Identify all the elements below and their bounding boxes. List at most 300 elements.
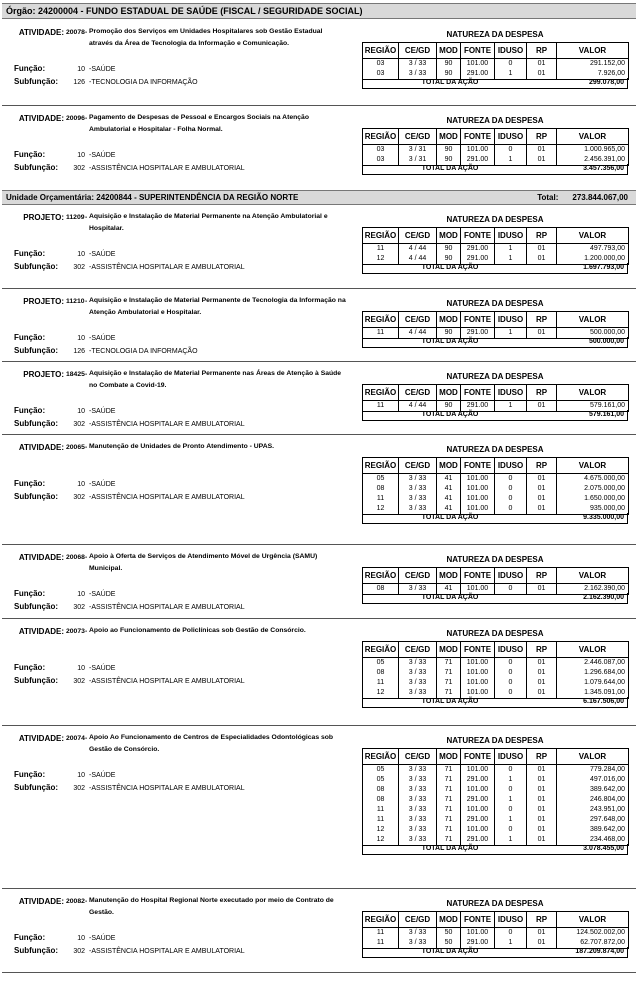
natureza-table <box>362 457 629 515</box>
funcao-code: 10 <box>77 408 85 415</box>
cell-iduso: 0 <box>495 494 527 504</box>
table-row <box>363 765 629 776</box>
table-row <box>363 59 629 70</box>
cell-iduso: 0 <box>495 668 527 678</box>
column-header-mod: MOD <box>437 568 461 584</box>
cell-rp: 01 <box>527 928 557 939</box>
cell-rp: 01 <box>527 584 557 595</box>
action-description: Apoio ao Funcionamento de Policlínicas sob Gestão de Consórcio. <box>89 627 306 634</box>
cell-regiao: 11 <box>363 928 399 939</box>
total-value: 2.162.390,00 <box>583 594 624 601</box>
subfuncao-code: 126 <box>73 79 85 86</box>
cell-fonte: 291.00 <box>461 244 495 255</box>
column-header-mod: MOD <box>437 228 461 244</box>
cell-ce-gd: 3 / 33 <box>399 765 437 776</box>
cell-rp: 01 <box>527 835 557 846</box>
column-header-iduso: IDUSO <box>495 312 527 328</box>
funcao-label: Função: <box>14 770 46 779</box>
cell-valor: 1.200.000,00 <box>557 254 629 265</box>
total-row <box>362 263 628 274</box>
cell-valor: 500.000,00 <box>557 328 629 339</box>
subfuncao-name: -ASSISTÊNCIA HOSPITALAR E AMBULATORIAL <box>89 948 245 955</box>
cell-mod: 71 <box>437 785 461 795</box>
cell-ce-gd: 3 / 33 <box>399 504 437 515</box>
action-description: Manutenção do Hospital Regional Norte executado por meio de Contrato de Gestão. <box>89 897 334 916</box>
action-code: 20082 <box>66 898 85 905</box>
action-code: 20096 <box>66 115 85 122</box>
cell-valor: 2.456.391,00 <box>557 155 629 166</box>
cell-regiao: 08 <box>363 484 399 494</box>
dash: - <box>85 628 88 635</box>
cell-iduso: 0 <box>495 678 527 688</box>
funcao-code: 10 <box>77 481 85 488</box>
cell-iduso: 0 <box>495 688 527 699</box>
table-row <box>363 775 629 785</box>
subfuncao-label: Subfunção: <box>14 346 58 355</box>
natureza-header: NATUREZA DA DESPESA <box>446 736 544 745</box>
total-label: TOTAL DA AÇÃO <box>421 79 479 86</box>
total-row <box>362 78 628 89</box>
cell-ce-gd: 3 / 31 <box>399 145 437 156</box>
dash: - <box>85 898 88 905</box>
column-header-fonte: FONTE <box>461 385 495 401</box>
action-kind: PROJETO: <box>23 370 64 379</box>
cell-ce-gd: 3 / 33 <box>399 775 437 785</box>
column-header-valor: VALOR <box>557 749 629 765</box>
cell-regiao: 11 <box>363 244 399 255</box>
cell-rp: 01 <box>527 328 557 339</box>
subfuncao-text: ASSISTÊNCIA HOSPITALAR E AMBULATORIAL <box>91 678 245 685</box>
subfuncao-code: 302 <box>73 264 85 271</box>
column-header-fonte: FONTE <box>461 749 495 765</box>
total-row <box>362 947 628 958</box>
natureza-table <box>362 748 629 846</box>
column-header-fonte: FONTE <box>461 912 495 928</box>
cell-valor: 62.707.872,00 <box>557 938 629 949</box>
natureza-table <box>362 567 629 595</box>
column-header-mod: MOD <box>437 912 461 928</box>
cell-rp: 01 <box>527 254 557 265</box>
column-header-iduso: IDUSO <box>495 129 527 145</box>
natureza-table <box>362 128 629 166</box>
cell-valor: 1.000.965,00 <box>557 145 629 156</box>
unidade-total-label: Total: <box>537 193 559 202</box>
funcao-text: SAÚDE <box>91 665 116 672</box>
table-header-row <box>363 458 629 474</box>
funcao-text: SAÚDE <box>91 935 116 942</box>
total-value: 6.167.506,00 <box>583 698 624 705</box>
cell-fonte: 101.00 <box>461 504 495 515</box>
subfuncao-name: -ASSISTÊNCIA HOSPITALAR E AMBULATORIAL <box>89 264 245 271</box>
column-header-valor: VALOR <box>557 568 629 584</box>
column-header-iduso: IDUSO <box>495 749 527 765</box>
cell-rp: 01 <box>527 765 557 776</box>
column-header-iduso: IDUSO <box>495 458 527 474</box>
column-header-rp: RP <box>527 749 557 765</box>
table-header-row <box>363 385 629 401</box>
funcao-code: 10 <box>77 665 85 672</box>
action-code: 20078 <box>66 29 85 36</box>
cell-valor: 389.642,00 <box>557 785 629 795</box>
table-row <box>363 474 629 485</box>
column-header-mod: MOD <box>437 749 461 765</box>
column-header-regiao: REGIÃO <box>363 458 399 474</box>
funcao-label: Função: <box>14 933 46 942</box>
cell-rp: 01 <box>527 474 557 485</box>
orgao-title: Órgão: 24200004 - FUNDO ESTADUAL DE SAÚDE (FISCAL / SEGURIDADE SOCIAL) <box>6 6 363 16</box>
action-description: Apoio Ao Funcionamento de Centros de Especialidades Odontológicas sob Gestão de Consórcio. <box>89 734 334 753</box>
funcao-name: -SAÚDE <box>89 481 116 488</box>
cell-mod: 41 <box>437 584 461 595</box>
cell-iduso: 1 <box>495 69 527 80</box>
cell-iduso: 1 <box>495 155 527 166</box>
action-code: 20073 <box>66 628 85 635</box>
total-row <box>362 593 628 604</box>
funcao-label: Função: <box>14 589 46 598</box>
table-row <box>363 678 629 688</box>
dash: - <box>85 554 88 561</box>
column-header-iduso: IDUSO <box>495 642 527 658</box>
section-divider <box>2 618 636 619</box>
cell-valor: 497.016,00 <box>557 775 629 785</box>
cell-fonte: 101.00 <box>461 474 495 485</box>
cell-ce-gd: 3 / 33 <box>399 825 437 835</box>
cell-mod: 71 <box>437 825 461 835</box>
cell-fonte: 291.00 <box>461 795 495 805</box>
cell-mod: 50 <box>437 938 461 949</box>
table-header-row <box>363 43 629 59</box>
cell-mod: 71 <box>437 668 461 678</box>
cell-fonte: 101.00 <box>461 668 495 678</box>
subfuncao-code: 302 <box>73 678 85 685</box>
action-kind: ATIVIDADE: <box>18 28 64 37</box>
table-header-row <box>363 312 629 328</box>
cell-regiao: 03 <box>363 145 399 156</box>
funcao-label: Função: <box>14 150 46 159</box>
cell-fonte: 101.00 <box>461 59 495 70</box>
cell-valor: 4.675.000,00 <box>557 474 629 485</box>
column-header-ce-gd: CE/GD <box>399 228 437 244</box>
cell-rp: 01 <box>527 401 557 412</box>
column-header-ce-gd: CE/GD <box>399 312 437 328</box>
funcao-text: SAÚDE <box>91 335 116 342</box>
column-header-regiao: REGIÃO <box>363 129 399 145</box>
cell-ce-gd: 3 / 33 <box>399 474 437 485</box>
cell-iduso: 0 <box>495 825 527 835</box>
cell-mod: 90 <box>437 155 461 166</box>
cell-fonte: 291.00 <box>461 938 495 949</box>
column-header-ce-gd: CE/GD <box>399 749 437 765</box>
cell-iduso: 1 <box>495 835 527 846</box>
cell-iduso: 0 <box>495 145 527 156</box>
cell-fonte: 101.00 <box>461 145 495 156</box>
cell-rp: 01 <box>527 678 557 688</box>
funcao-name: -SAÚDE <box>89 251 116 258</box>
cell-ce-gd: 3 / 33 <box>399 484 437 494</box>
funcao-code: 10 <box>77 251 85 258</box>
natureza-table <box>362 42 629 80</box>
funcao-code: 10 <box>77 591 85 598</box>
cell-rp: 01 <box>527 504 557 515</box>
subfuncao-code: 302 <box>73 785 85 792</box>
cell-mod: 90 <box>437 69 461 80</box>
column-header-regiao: REGIÃO <box>363 642 399 658</box>
column-header-mod: MOD <box>437 129 461 145</box>
action-code: 11210 <box>66 298 85 305</box>
table-row <box>363 795 629 805</box>
cell-ce-gd: 4 / 44 <box>399 401 437 412</box>
cell-regiao: 12 <box>363 825 399 835</box>
table-header-row <box>363 228 629 244</box>
column-header-valor: VALOR <box>557 912 629 928</box>
orgao-band <box>2 3 636 19</box>
cell-valor: 234.468,00 <box>557 835 629 846</box>
cell-iduso: 0 <box>495 504 527 515</box>
cell-ce-gd: 3 / 33 <box>399 785 437 795</box>
column-header-mod: MOD <box>437 458 461 474</box>
total-value: 500.000,00 <box>588 338 624 345</box>
cell-ce-gd: 3 / 33 <box>399 688 437 699</box>
funcao-name: -SAÚDE <box>89 408 116 415</box>
column-header-ce-gd: CE/GD <box>399 912 437 928</box>
total-row <box>362 410 628 421</box>
subfuncao-text: ASSISTÊNCIA HOSPITALAR E AMBULATORIAL <box>91 421 245 428</box>
cell-valor: 1.345.091,00 <box>557 688 629 699</box>
cell-fonte: 101.00 <box>461 688 495 699</box>
column-header-regiao: REGIÃO <box>363 312 399 328</box>
subfuncao-code: 302 <box>73 948 85 955</box>
table-row <box>363 825 629 835</box>
cell-valor: 124.502.002,00 <box>557 928 629 939</box>
subfuncao-label: Subfunção: <box>14 262 58 271</box>
dash: - <box>85 298 88 305</box>
table-row <box>363 928 629 939</box>
cell-regiao: 03 <box>363 69 399 80</box>
column-header-regiao: REGIÃO <box>363 43 399 59</box>
action-description: Pagamento de Despesas de Pessoal e Encargos Sociais na Atenção Ambulatorial e Hospitalar - Folha Normal. <box>89 114 309 133</box>
cell-valor: 779.284,00 <box>557 765 629 776</box>
column-header-fonte: FONTE <box>461 458 495 474</box>
subfuncao-text: ASSISTÊNCIA HOSPITALAR E AMBULATORIAL <box>91 604 245 611</box>
cell-ce-gd: 3 / 33 <box>399 678 437 688</box>
subfuncao-text: TECNOLOGIA DA INFORMAÇÃO <box>91 348 198 355</box>
cell-fonte: 101.00 <box>461 484 495 494</box>
cell-ce-gd: 3 / 33 <box>399 658 437 669</box>
column-header-regiao: REGIÃO <box>363 749 399 765</box>
cell-rp: 01 <box>527 795 557 805</box>
section-divider <box>2 105 636 106</box>
column-header-iduso: IDUSO <box>495 912 527 928</box>
subfuncao-name: -ASSISTÊNCIA HOSPITALAR E AMBULATORIAL <box>89 604 245 611</box>
total-label: TOTAL DA AÇÃO <box>421 698 479 705</box>
natureza-header: NATUREZA DA DESPESA <box>446 629 544 638</box>
subfuncao-text: ASSISTÊNCIA HOSPITALAR E AMBULATORIAL <box>91 165 245 172</box>
column-header-rp: RP <box>527 385 557 401</box>
action-kind: ATIVIDADE: <box>18 114 64 123</box>
cell-rp: 01 <box>527 815 557 825</box>
column-header-rp: RP <box>527 129 557 145</box>
section-divider <box>2 434 636 435</box>
subfuncao-label: Subfunção: <box>14 77 58 86</box>
cell-mod: 71 <box>437 688 461 699</box>
total-label: TOTAL DA AÇÃO <box>421 264 479 271</box>
table-row <box>363 484 629 494</box>
subfuncao-code: 302 <box>73 494 85 501</box>
cell-valor: 579.161,00 <box>557 401 629 412</box>
action-code: 20074 <box>66 735 85 742</box>
funcao-label: Função: <box>14 64 46 73</box>
cell-fonte: 101.00 <box>461 805 495 815</box>
column-header-ce-gd: CE/GD <box>399 458 437 474</box>
action-kind: ATIVIDADE: <box>18 553 64 562</box>
dash: - <box>85 444 88 451</box>
subfuncao-label: Subfunção: <box>14 492 58 501</box>
total-value: 9.335.000,00 <box>583 514 624 521</box>
natureza-table <box>362 384 629 412</box>
cell-iduso: 1 <box>495 775 527 785</box>
natureza-table <box>362 911 629 949</box>
cell-valor: 2.075.000,00 <box>557 484 629 494</box>
table-header-row <box>363 568 629 584</box>
subfuncao-code: 302 <box>73 604 85 611</box>
natureza-header: NATUREZA DA DESPESA <box>446 30 544 39</box>
cell-mod: 90 <box>437 401 461 412</box>
table-row <box>363 494 629 504</box>
funcao-text: SAÚDE <box>91 66 116 73</box>
cell-valor: 1.296.684,00 <box>557 668 629 678</box>
funcao-text: SAÚDE <box>91 152 116 159</box>
table-row <box>363 658 629 669</box>
cell-iduso: 1 <box>495 401 527 412</box>
total-value: 1.697.793,00 <box>583 264 624 271</box>
total-row <box>362 337 628 348</box>
funcao-code: 10 <box>77 335 85 342</box>
section-divider <box>2 725 636 726</box>
action-description: Apoio à Oferta de Serviços de Atendimento Móvel de Urgência (SAMU) Municipal. <box>89 553 318 572</box>
cell-valor: 246.804,00 <box>557 795 629 805</box>
section-divider <box>2 544 636 545</box>
cell-regiao: 08 <box>363 795 399 805</box>
funcao-name: -SAÚDE <box>89 935 116 942</box>
cell-ce-gd: 3 / 33 <box>399 815 437 825</box>
cell-regiao: 11 <box>363 328 399 339</box>
subfuncao-code: 126 <box>73 348 85 355</box>
cell-mod: 41 <box>437 484 461 494</box>
subfuncao-text: ASSISTÊNCIA HOSPITALAR E AMBULATORIAL <box>91 264 245 271</box>
total-value: 3.078.455,00 <box>583 845 624 852</box>
column-header-rp: RP <box>527 43 557 59</box>
column-header-mod: MOD <box>437 385 461 401</box>
cell-rp: 01 <box>527 494 557 504</box>
table-row <box>363 815 629 825</box>
cell-ce-gd: 3 / 33 <box>399 59 437 70</box>
column-header-fonte: FONTE <box>461 228 495 244</box>
cell-iduso: 0 <box>495 59 527 70</box>
cell-fonte: 291.00 <box>461 815 495 825</box>
cell-iduso: 0 <box>495 765 527 776</box>
total-label: TOTAL DA AÇÃO <box>421 594 479 601</box>
cell-ce-gd: 3 / 33 <box>399 835 437 846</box>
cell-mod: 71 <box>437 805 461 815</box>
unidade-total <box>523 193 628 202</box>
table-header-row <box>363 912 629 928</box>
cell-fonte: 291.00 <box>461 775 495 785</box>
cell-regiao: 08 <box>363 785 399 795</box>
column-header-ce-gd: CE/GD <box>399 385 437 401</box>
total-label: TOTAL DA AÇÃO <box>421 514 479 521</box>
funcao-name: -SAÚDE <box>89 152 116 159</box>
natureza-table <box>362 227 629 265</box>
subfuncao-name: -TECNOLOGIA DA INFORMAÇÃO <box>89 348 198 355</box>
column-header-rp: RP <box>527 458 557 474</box>
cell-regiao: 11 <box>363 938 399 949</box>
column-header-ce-gd: CE/GD <box>399 43 437 59</box>
cell-regiao: 11 <box>363 494 399 504</box>
cell-ce-gd: 4 / 44 <box>399 254 437 265</box>
cell-mod: 41 <box>437 494 461 504</box>
cell-fonte: 101.00 <box>461 785 495 795</box>
cell-rp: 01 <box>527 155 557 166</box>
column-header-mod: MOD <box>437 43 461 59</box>
subfuncao-text: ASSISTÊNCIA HOSPITALAR E AMBULATORIAL <box>91 948 245 955</box>
cell-rp: 01 <box>527 938 557 949</box>
funcao-name: -SAÚDE <box>89 665 116 672</box>
total-row <box>362 164 628 175</box>
funcao-label: Função: <box>14 663 46 672</box>
total-row <box>362 844 628 855</box>
cell-iduso: 0 <box>495 658 527 669</box>
subfuncao-name: -ASSISTÊNCIA HOSPITALAR E AMBULATORIAL <box>89 421 245 428</box>
action-kind: PROJETO: <box>23 297 64 306</box>
cell-rp: 01 <box>527 805 557 815</box>
cell-valor: 1.650.000,00 <box>557 494 629 504</box>
funcao-text: SAÚDE <box>91 591 116 598</box>
cell-mod: 90 <box>437 59 461 70</box>
natureza-header: NATUREZA DA DESPESA <box>446 899 544 908</box>
cell-rp: 01 <box>527 775 557 785</box>
column-header-valor: VALOR <box>557 312 629 328</box>
cell-fonte: 291.00 <box>461 835 495 846</box>
cell-fonte: 101.00 <box>461 584 495 595</box>
action-kind: ATIVIDADE: <box>18 443 64 452</box>
section-divider <box>2 361 636 362</box>
cell-valor: 389.642,00 <box>557 825 629 835</box>
cell-fonte: 101.00 <box>461 494 495 504</box>
action-code: 11209 <box>66 214 85 221</box>
total-label: TOTAL DA AÇÃO <box>421 948 479 955</box>
column-header-regiao: REGIÃO <box>363 228 399 244</box>
funcao-label: Função: <box>14 406 46 415</box>
cell-regiao: 11 <box>363 805 399 815</box>
cell-iduso: 0 <box>495 928 527 939</box>
cell-iduso: 1 <box>495 815 527 825</box>
section-divider <box>2 288 636 289</box>
table-row <box>363 785 629 795</box>
funcao-name: -SAÚDE <box>89 772 116 779</box>
cell-ce-gd: 3 / 33 <box>399 668 437 678</box>
natureza-header: NATUREZA DA DESPESA <box>446 555 544 564</box>
subfuncao-label: Subfunção: <box>14 419 58 428</box>
funcao-name: -SAÚDE <box>89 66 116 73</box>
dash: - <box>85 735 88 742</box>
column-header-fonte: FONTE <box>461 642 495 658</box>
subfuncao-name: -ASSISTÊNCIA HOSPITALAR E AMBULATORIAL <box>89 785 245 792</box>
funcao-text: SAÚDE <box>91 408 116 415</box>
column-header-mod: MOD <box>437 312 461 328</box>
table-row <box>363 244 629 255</box>
action-description: Aquisição e Instalação de Material Permanente na Atenção Ambulatorial e Hospitalar. <box>89 213 328 232</box>
funcao-code: 10 <box>77 935 85 942</box>
